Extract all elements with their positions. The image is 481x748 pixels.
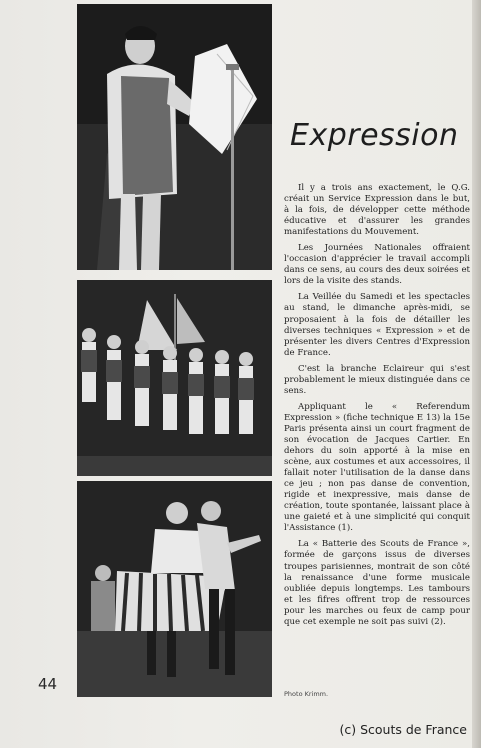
paragraph: Les Journées Nationales offraient l'occasion d'apprécier le travail accompli dans ce sens, au cours des deux soirées et lors de la visite des stands. xyxy=(284,243,470,287)
article-title: Expression xyxy=(290,118,459,153)
paragraph: Il y a trois ans exactement, le Q.G. créait un Service Expression dans le but, à la fois, de développer cette méthode éducative et d'assurer les grandes manifestations du Mouvement. xyxy=(284,183,470,238)
photo-boy-reading-at-microphone xyxy=(77,4,272,270)
paragraph: Appliquant le « Referendum Expression » (fiche technique E 13) la 15e Paris présenta ainsi un court fragment de son évocation de Jacques Cartier. En dehors du soin apporté à la mise en scène, aux costumes et aux accessoires, il fallait noter l'utilisation de la danse dans ce jeu ; non pas danse de convention, rigide et inexpressive, mais danse de création, toute spontanée, laissant place à une gaieté et à une simplicité qui conquit l'Assistance (1). xyxy=(284,401,470,534)
paragraph: C'est la branche Eclaireur qui s'est probablement le mieux distinguée dans ce sens. xyxy=(284,363,470,396)
photo-dancers-in-line xyxy=(77,280,272,476)
photo-credit: Photo Krimm. xyxy=(284,690,329,698)
paragraph: La « Batterie des Scouts de France », formée de garçons issus de diverses troupes parisiennes, montrait de son côté la renaissance d'une forme musicale oubliée depuis longtemps. Les tambours et les fifres offrent trop de ressources pour les marches ou feux de camp pour que cet exemple ne soit pas suivi (2). xyxy=(284,539,470,627)
page-number: 44 xyxy=(38,675,58,693)
photo-couple-dancing xyxy=(77,481,272,697)
article-body xyxy=(284,183,470,633)
copyright-watermark: (c) Scouts de France xyxy=(339,722,467,737)
page-edge-shadow xyxy=(472,0,481,748)
paragraph: La Veillée du Samedi et les spectacles au stand, le dimanche après-midi, se proposaient à la fois de détailler les diverses techniques « Expression » et de présenter les divers Centres d'Expression de France. xyxy=(284,292,470,358)
